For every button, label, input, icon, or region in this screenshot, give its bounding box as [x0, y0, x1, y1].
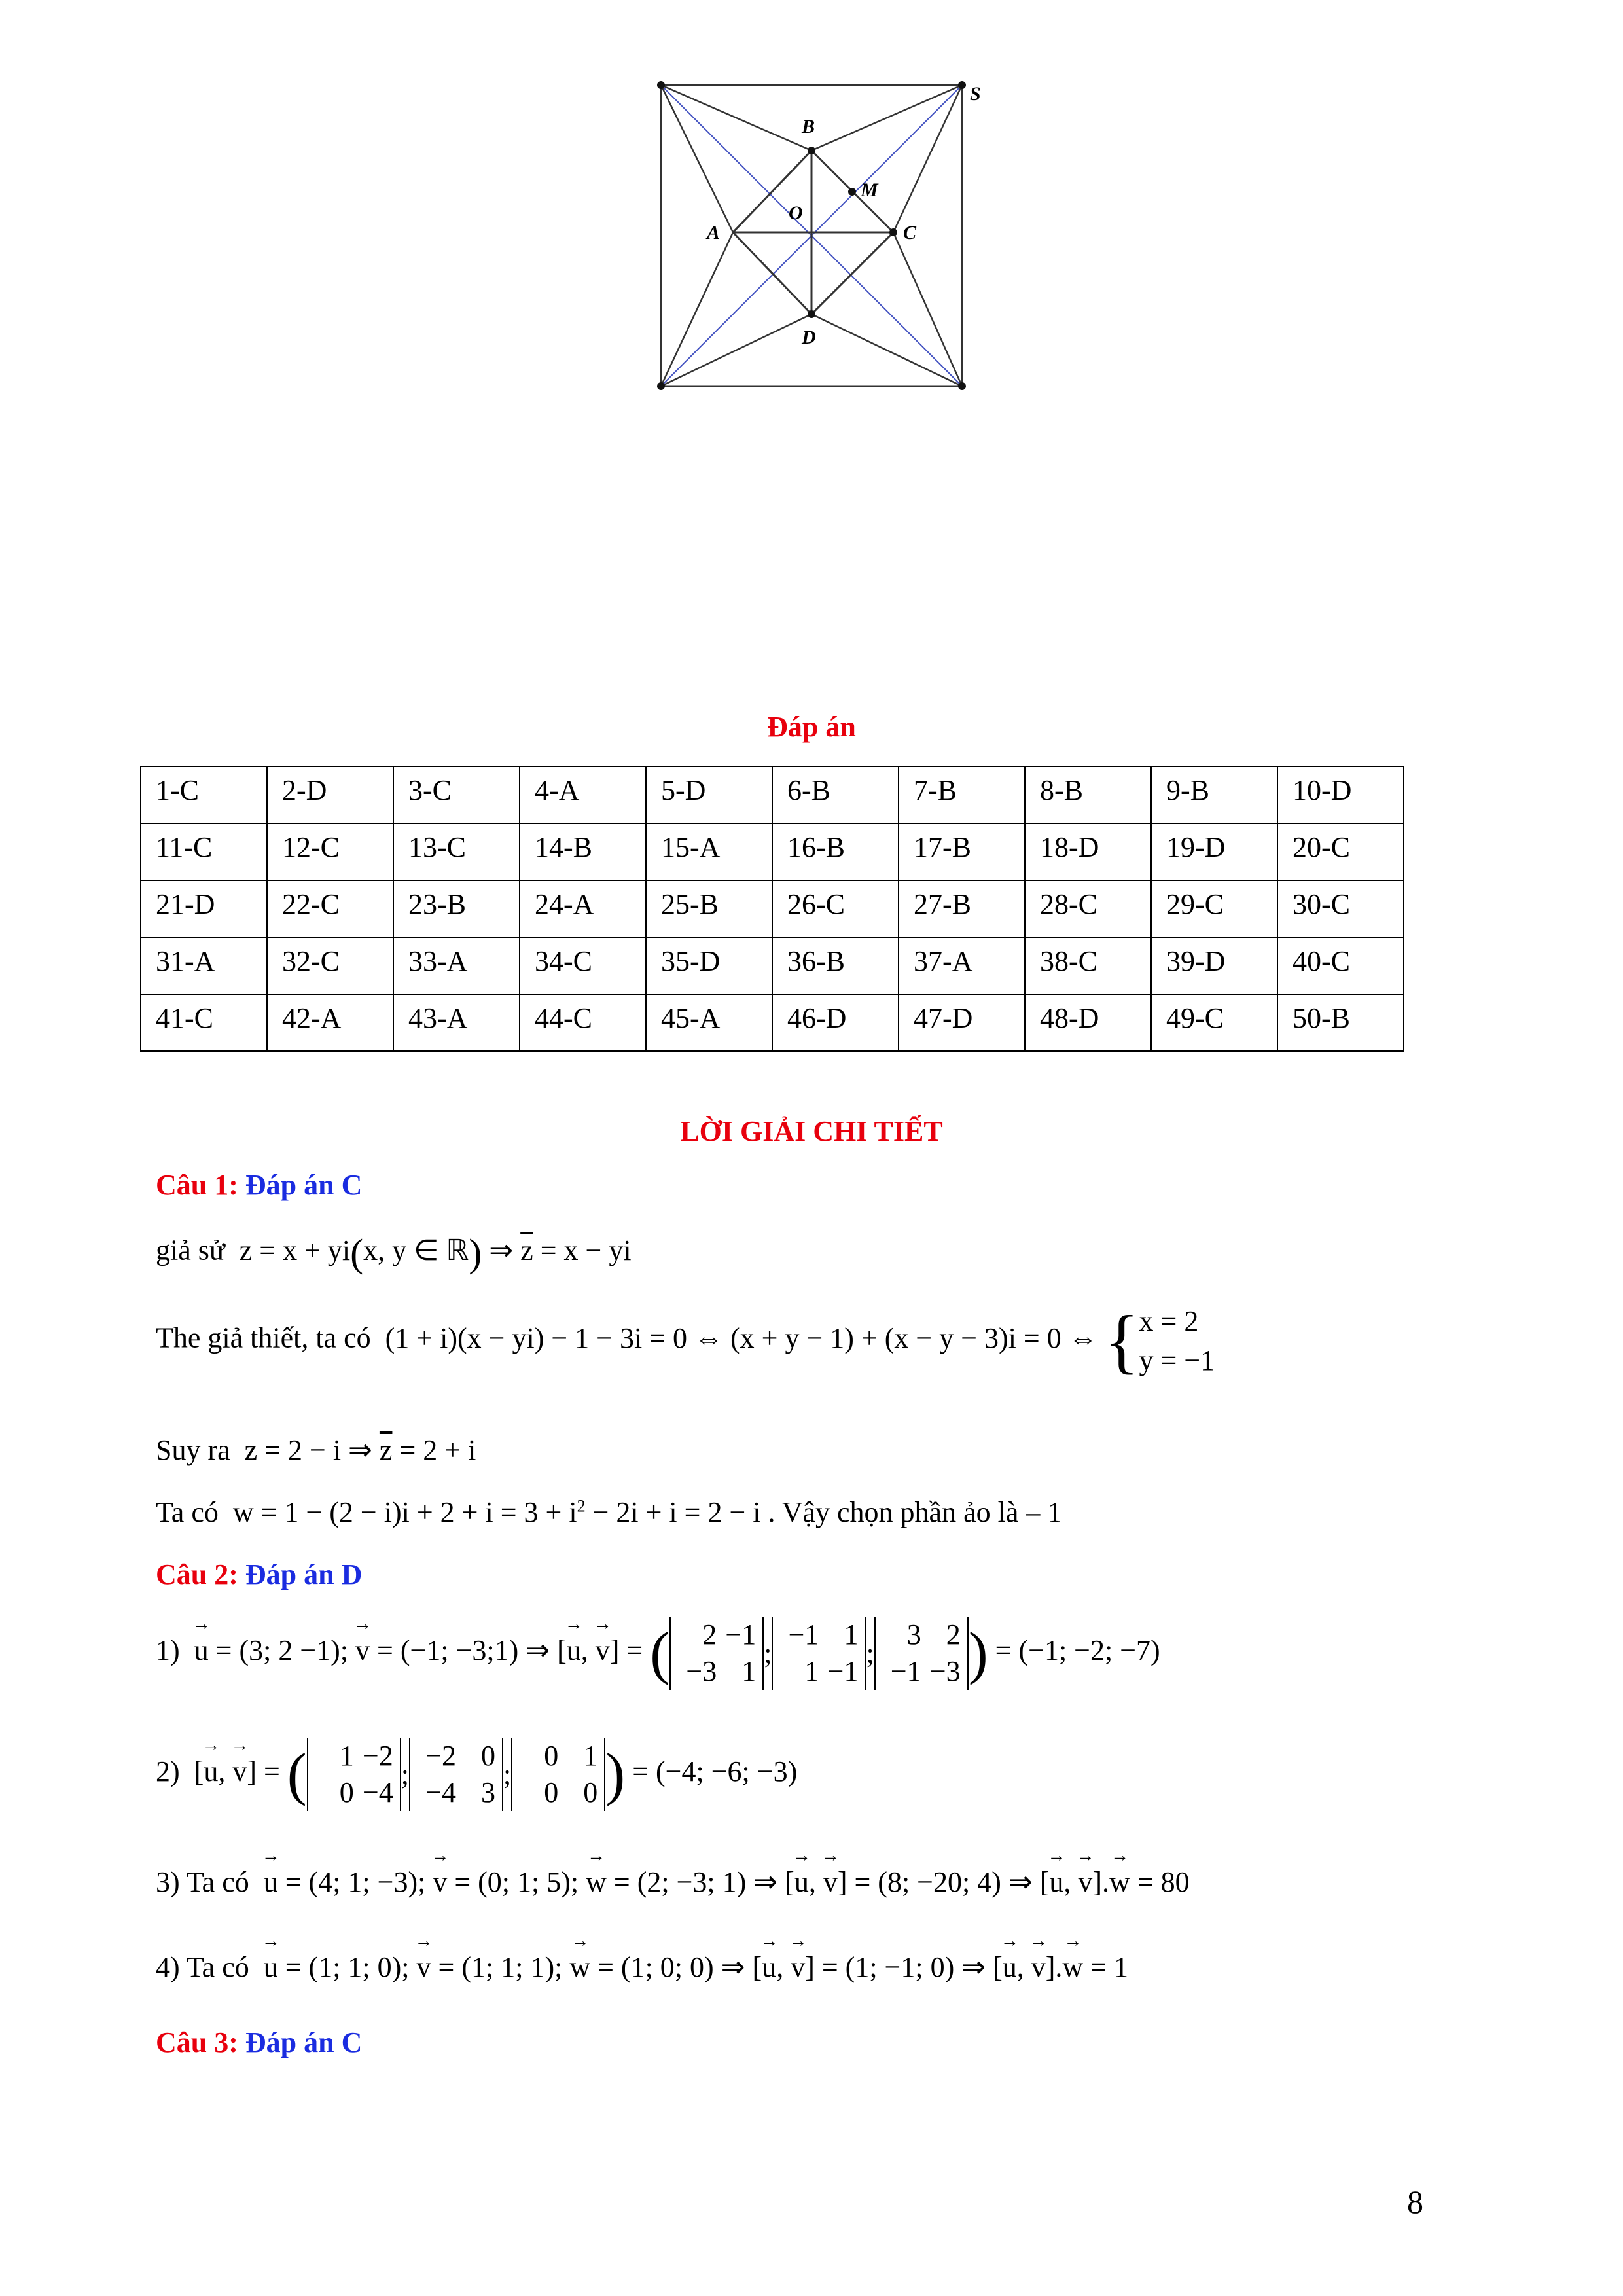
answer-cell: 30-C — [1277, 880, 1404, 937]
answer-cell: 12-C — [267, 823, 393, 880]
answer-cell: 27-B — [899, 880, 1025, 937]
q2-part-1 — [156, 1617, 1160, 1690]
answer-cell: 25-B — [646, 880, 772, 937]
answer-cell: 26-C — [772, 880, 899, 937]
answer-cell: 6-B — [772, 766, 899, 823]
question-3-answer: Đáp án C — [245, 2026, 363, 2058]
answer-cell: 28-C — [1025, 880, 1151, 937]
q1-line-1-math: z = x + yi(x, y ∈ ℝ) ⇒ $\overline{z} = x$ − yi — [232, 1231, 632, 1274]
answer-cell: 2-D — [267, 766, 393, 823]
q1-line-4 — [156, 1496, 1061, 1529]
q1-line-3-math: z = 2 − i ⇒ $\overline{z} = 2 + i$ — [237, 1434, 476, 1466]
answer-cell: 8-B — [1025, 766, 1151, 823]
q1-line-3 — [156, 1433, 476, 1467]
answer-cell: 10-D — [1277, 766, 1404, 823]
answer-cell: 18-D — [1025, 823, 1151, 880]
answer-cell: 22-C — [267, 880, 393, 937]
table-row — [141, 994, 1404, 1051]
answer-cell: 5-D — [646, 766, 772, 823]
q2-part-3-label: 3) Ta có — [156, 1866, 249, 1898]
q1-line-2 — [156, 1299, 1215, 1382]
table-row — [141, 880, 1404, 937]
answer-cell: 24-A — [520, 880, 646, 937]
question-3-heading — [156, 2026, 362, 2059]
answer-cell: 33-A — [393, 937, 520, 994]
q1-line-1-text: giả sử — [156, 1234, 225, 1266]
answers-title: Đáp án — [767, 711, 856, 743]
answer-cell: 47-D — [899, 994, 1025, 1051]
label-o: O — [789, 202, 803, 224]
q1-line-3-text: Suy ra — [156, 1434, 230, 1466]
answer-cell: 35-D — [646, 937, 772, 994]
answer-cell: 34-C — [520, 937, 646, 994]
q2-part-4-label: 4) Ta có — [156, 1951, 249, 1983]
answer-cell: 1-C — [141, 766, 267, 823]
label-s: S — [970, 83, 981, 105]
answer-cell: 45-A — [646, 994, 772, 1051]
q2-part-1-label: 1) — [156, 1634, 180, 1667]
square-pyramid-diagram — [648, 75, 988, 396]
answer-cell: 14-B — [520, 823, 646, 880]
answer-cell: 19-D — [1151, 823, 1277, 880]
answer-cell: 44-C — [520, 994, 646, 1051]
table-row — [141, 937, 1404, 994]
answer-cell: 40-C — [1277, 937, 1404, 994]
label-a: A — [707, 222, 721, 243]
q2-part-3-math: → u = (4; 1; −3); → v = (0; 1; 5); → w = (2; −3; 1) ⇒ [→ u, → v] = (8; −20; 4) ⇒ [→ u, → v].→ w = 80 — [257, 1866, 1190, 1898]
question-2-answer: Đáp án D — [245, 1558, 363, 1590]
answer-cell: 48-D — [1025, 994, 1151, 1051]
answer-cell: 41-C — [141, 994, 267, 1051]
answer-cell: 16-B — [772, 823, 899, 880]
question-1-heading — [156, 1168, 362, 1202]
q2-part-3 — [156, 1865, 1190, 1899]
q2-part-2-math: [→ u, → v] = ( 1 −2 0 −4;−2 0 −4 3;0 1 0 0 ) = (−4; −6; −3) — [187, 1755, 798, 1787]
q2-part-2-label: 2) — [156, 1755, 180, 1788]
q2-part-1-math: → u = (3; 2 −1); → v = (−1; −3;1) ⇒ [→ u, → v] = ( 2 −1 −3 1;−1 1 1 −1;3 2 −1 −3 ) = (−1; −2; −7) — [187, 1634, 1160, 1666]
q1-line-1 — [156, 1230, 632, 1276]
answer-cell: 32-C — [267, 937, 393, 994]
label-m: M — [861, 179, 878, 201]
question-2-number: Câu 2: — [156, 1558, 238, 1590]
answer-cell: 9-B — [1151, 766, 1277, 823]
answer-cell: 3-C — [393, 766, 520, 823]
answer-cell: 4-A — [520, 766, 646, 823]
question-1-answer: Đáp án C — [245, 1169, 363, 1201]
q2-part-4 — [156, 1950, 1128, 1984]
q2-part-4-math: → u = (1; 1; 0); → v = (1; 1; 1); → w = (1; 0; 0) ⇒ [→ u, → v] = (1; −1; 0) ⇒ [→ u, → v].→ w = 1 — [257, 1951, 1128, 1983]
geometry-figure — [648, 75, 988, 396]
answer-cell: 49-C — [1151, 994, 1277, 1051]
q1-line-4-tail: . Vậy chọn phần ảo là – 1 — [768, 1496, 1062, 1528]
answer-cell: 50-B — [1277, 994, 1404, 1051]
answer-cell: 42-A — [267, 994, 393, 1051]
answer-cell: 21-D — [141, 880, 267, 937]
answer-cell: 20-C — [1277, 823, 1404, 880]
answer-table-body — [141, 766, 1404, 1051]
label-d: D — [802, 327, 816, 348]
table-row — [141, 823, 1404, 880]
label-b: B — [802, 116, 815, 137]
label-c: C — [903, 222, 917, 243]
answer-cell: 11-C — [141, 823, 267, 880]
q2-part-2 — [156, 1738, 797, 1811]
answer-cell: 37-A — [899, 937, 1025, 994]
table-row — [141, 766, 1404, 823]
answer-table — [140, 766, 1404, 1052]
answer-cell: 39-D — [1151, 937, 1277, 994]
q1-line-4-math: $w = 1 - (2 - i)i + 2 + i = 3 + i^2 - 2i + i = 2 - i$ — [225, 1496, 761, 1528]
answer-cell: 31-A — [141, 937, 267, 994]
answer-cell: 38-C — [1025, 937, 1151, 994]
answer-cell: 17-B — [899, 823, 1025, 880]
question-2-heading — [156, 1558, 362, 1591]
answer-cell: 43-A — [393, 994, 520, 1051]
answer-cell: 46-D — [772, 994, 899, 1051]
answer-cell: 36-B — [772, 937, 899, 994]
answer-cell: 13-C — [393, 823, 520, 880]
solution-title: LỜI GIẢI CHI TIẾT — [680, 1115, 943, 1147]
question-3-number: Câu 3: — [156, 2026, 238, 2058]
q1-line-2-text: The giả thiết, ta có — [156, 1321, 371, 1354]
answer-cell: 29-C — [1151, 880, 1277, 937]
page-number: 8 — [1407, 2183, 1423, 2220]
answer-cell: 15-A — [646, 823, 772, 880]
answer-cell: 7-B — [899, 766, 1025, 823]
q1-line-2-math: (1 + i)(x − yi) − 1 − 3i = 0 ⇔ (x + y − 1) + (x − y − 3)i = 0 ⇔ {x = 2 y = −1 — [378, 1300, 1215, 1380]
question-1-number: Câu 1: — [156, 1169, 238, 1201]
answer-cell: 23-B — [393, 880, 520, 937]
q1-line-4-text: Ta có — [156, 1496, 219, 1528]
